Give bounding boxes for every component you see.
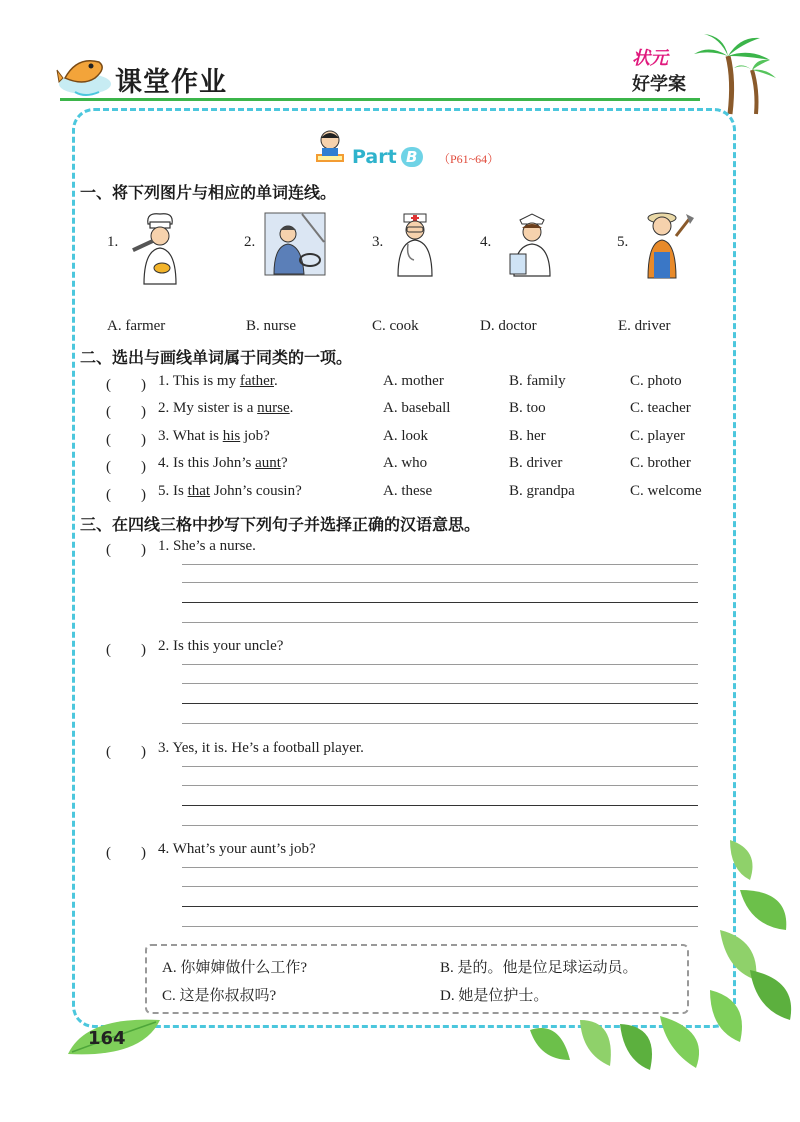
copy-sentence: 3. Yes, it is. He’s a football player. [158,740,364,756]
brand-logo-bottom: 好学案 [632,74,686,95]
answer-blank[interactable]: ( ) [106,459,146,475]
writing-lines[interactable] [182,867,698,927]
question-text [158,483,302,500]
answer-blank[interactable]: ( ) [106,487,146,503]
nurse-icon [504,210,560,278]
choice-c: C. welcome [630,483,702,499]
header-divider [60,98,700,101]
choice-b: B. driver [509,455,563,471]
meaning-option-c: C. 这是你叔叔吗? [162,988,277,1004]
copy-sentence: 2. Is this your uncle? [158,638,284,654]
choice-b: B. family [509,373,566,389]
underlined-word: father [239,373,274,389]
answer-blank[interactable]: ( ) [106,642,146,658]
question-text [158,428,270,445]
writing-lines[interactable] [182,664,698,724]
part-letter-badge: B [401,147,423,167]
header-mascot-icon [55,48,115,104]
choice-c: C. brother [630,455,691,471]
question-prefix: 2. My sister is a [158,400,258,416]
underlined-word: aunt [255,455,281,471]
question-suffix: . [273,373,278,389]
section1-heading: 一、将下列图片与相应的单词连线。 [80,183,337,202]
choice-c: C. player [630,428,685,444]
choice-c: C. teacher [630,400,691,416]
word-option-nurse: B. nurse [246,318,296,334]
question-suffix: John’s cousin? [210,483,302,499]
part-title [352,146,423,168]
picture-number-5: 5. [617,234,629,250]
copy-sentence: 4. What’s your aunt’s job? [158,841,316,857]
part-pages: （P61~64） [438,152,500,166]
word-option-farmer: A. farmer [107,318,166,334]
underlined-word: that [187,483,211,499]
doctor-icon [390,212,440,278]
question-suffix: ? [280,455,288,471]
question-suffix: . [289,400,294,416]
question-suffix: job? [240,428,270,444]
answer-blank[interactable]: ( ) [106,432,146,448]
section3-heading: 三、在四线三格中抄写下列句子并选择正确的汉语意思。 [80,515,481,534]
underlined-word: nurse [257,400,290,416]
meaning-option-d: D. 她是位护士。 [440,988,549,1004]
part-kid-icon [312,126,348,166]
writing-lines[interactable] [182,766,698,826]
underlined-word: his [222,428,241,444]
answer-blank[interactable]: ( ) [106,404,146,420]
picture-number-4: 4. [480,234,492,250]
meaning-option-b: B. 是的。他是位足球运动员。 [440,960,638,976]
choice-a: A. who [383,455,428,471]
brand-logo-top: 状元 [632,48,668,69]
copy-sentence: 1. She’s a nurse. [158,538,256,554]
answer-blank[interactable]: ( ) [106,744,146,760]
answer-blank[interactable]: ( ) [106,845,146,861]
choice-a: A. these [383,483,433,499]
question-prefix: 1. This is my [158,373,240,389]
choice-a: A. baseball [383,400,451,416]
farmer-icon [636,208,694,280]
choice-a: A. look [383,428,428,444]
picture-number-1: 1. [107,234,119,250]
choice-a: A. mother [383,373,444,389]
choice-b: B. too [509,400,546,416]
palm-tree-icon [690,30,780,116]
question-text [158,400,293,417]
picture-number-2: 2. [244,234,256,250]
part-label: Part [352,146,397,168]
cook-icon [130,210,190,286]
meaning-option-a: A. 你婶婶做什么工作? [162,960,307,976]
answer-blank[interactable]: ( ) [106,542,146,558]
choice-b: B. her [509,428,546,444]
header-title: 课堂作业 [115,67,227,98]
bottom-leaves-icon [520,1010,720,1080]
choice-c: C. photo [630,373,682,389]
word-option-cook: C. cook [372,318,419,334]
question-prefix: 5. Is [158,483,188,499]
choice-b: B. grandpa [509,483,575,499]
question-prefix: 3. What is [158,428,223,444]
question-prefix: 4. Is this John’s [158,455,256,471]
question-text [158,455,288,472]
page-number: 164 [88,1028,126,1049]
word-option-driver: E. driver [618,318,671,334]
writing-lines[interactable] [182,564,698,624]
picture-number-3: 3. [372,234,384,250]
section2-heading: 二、选出与画线单词属于同类的一项。 [80,348,353,367]
word-option-doctor: D. doctor [480,318,537,334]
question-text [158,373,278,390]
driver-icon [264,212,326,276]
answer-blank[interactable]: ( ) [106,377,146,393]
